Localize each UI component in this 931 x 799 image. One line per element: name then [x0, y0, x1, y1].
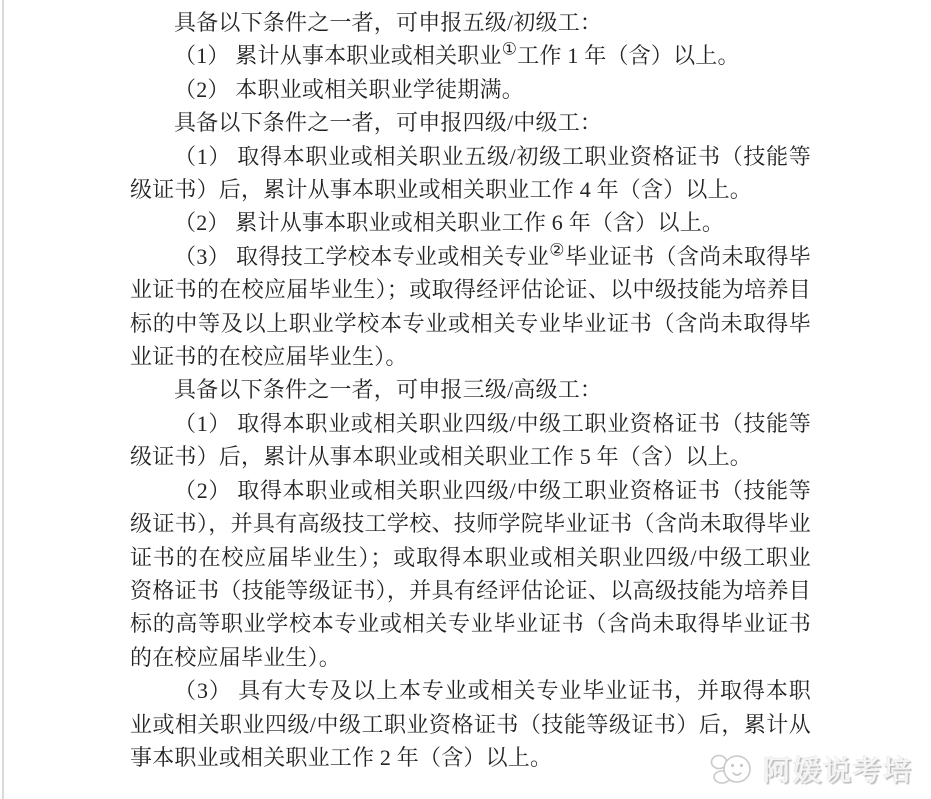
paragraph-level4-item2: （2） 累计从事本职业或相关职业工作 6 年（含）以上。 [174, 210, 725, 236]
paragraph-level5-intro: 具备以下条件之一者，可申报五级/初级工： [174, 10, 603, 35]
paragraph-level4-item1: （1） 取得本职业或相关职业五级/初级工职业资格证书（技能等级证书）后，累计从事本职业或相关职业工作 4 年（含）以上。 [130, 143, 811, 203]
watermark [709, 749, 913, 789]
paragraph-level5-item2: （2） 本职业或相关职业学徒期满。 [174, 76, 524, 102]
paragraph-level3-intro: 具备以下条件之一者，可申报三级/高级工： [174, 377, 603, 403]
paragraph-level3-item2: （2） 取得本职业或相关职业四级/中级工职业资格证书（技能等级证书），并具有高级技工学校、技师学院毕业证书（含尚未取得毕业证书的在校应届毕业生）；或取得本职业或相关职业四级/中级工职业资格证书（技能等级证书），并具有经评估论证、以高级技能为培养目标的高等职业学校本专业或相关专业毕业证书（含尚未取得毕业证书的在校应届毕业生）。 [130, 477, 811, 670]
left-border-line [2, 0, 4, 799]
mascot-face-icon [709, 750, 755, 788]
watermark-text: 阿媛说考培 [762, 755, 913, 786]
paragraph-level3-item3: （3） 具有大专及以上本专业或相关专业毕业证书，并取得本职业或相关职业四级/中级工职业资格证书（技能等级证书）后，累计从事本职业或相关职业工作 2 年（含）以上。 [130, 678, 811, 770]
paragraph-level4-intro: 具备以下条件之一者，可申报四级/中级工： [174, 110, 603, 136]
document-body [130, 6, 811, 774]
paragraph-level3-item1: （1） 取得本职业或相关职业四级/中级工职业资格证书（技能等级证书）后，累计从事本职业或相关职业工作 5 年（含）以上。 [130, 410, 811, 470]
paragraph-level5-item1: （1） 累计从事本职业或相关职业①工作 1 年（含）以上。 [174, 40, 740, 69]
paragraph-level4-item3: （3） 取得技工学校本专业或相关专业②毕业证书（含尚未取得毕业证书的在校应届毕业生）；或取得经评估论证、以中级技能为培养目标的中等及以上职业学校本专业或相关专业毕业证书（含尚未取得毕业证书的在校应届毕业生）。 [130, 240, 811, 370]
